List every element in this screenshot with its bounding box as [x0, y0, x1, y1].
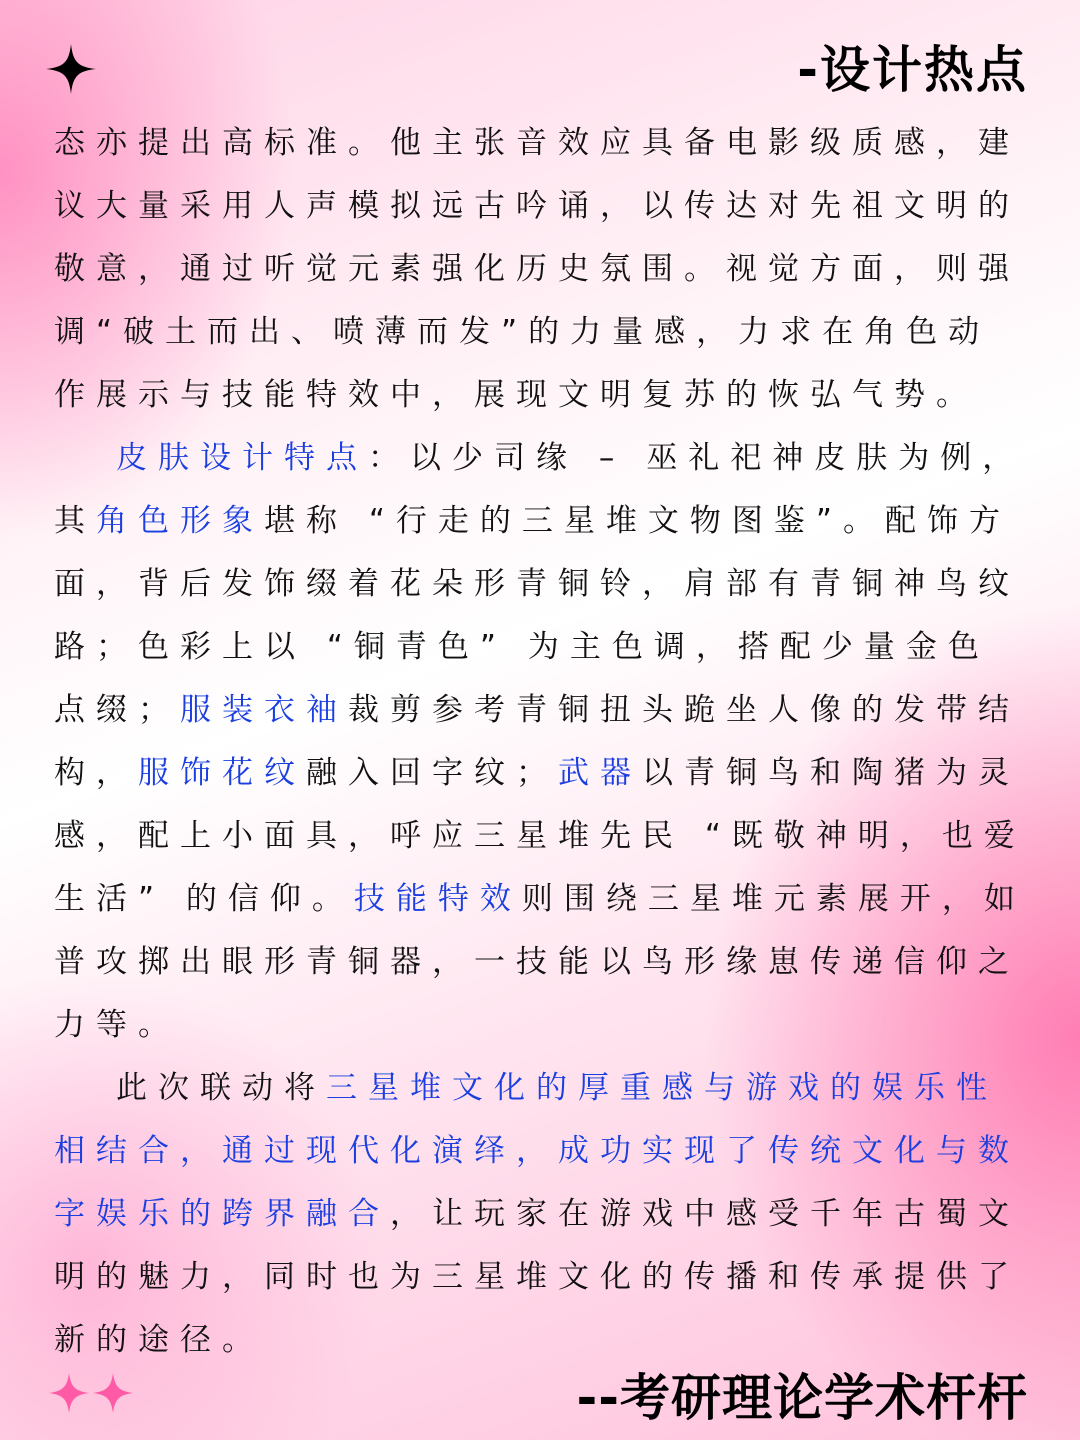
- pink-sparkles-icon: [46, 1368, 138, 1418]
- author-signature: --考研理论学术杆杆: [576, 1369, 1028, 1427]
- paragraph-1: 态亦提出高标准。他主张音效应具备电影级质感，建议大量采用人声模拟远古吟诵，以传达对先祖文明的敬意，通过听觉元素强化历史氛围。视觉方面，则强调“破土而出、喷薄而发”的力量感，力求在角色动作展示与技能特效中，展现文明复苏的恢弘气势。: [54, 125, 1020, 413]
- highlight-costume-sleeves: 服装衣袖: [180, 692, 348, 728]
- text-span: 以青铜鸟和陶猪为灵感，配上小面具，呼应三星堆先民 “既敬神明，也爱生活” 的信仰。: [54, 755, 1026, 917]
- text-span: 融入回字纹；: [306, 755, 558, 791]
- highlight-skill-effects: 技能特效: [353, 881, 522, 917]
- text-span: 则围绕三星堆元素展开，如普攻掷出眼形青铜器，一技能以鸟形缘崽传递信仰之力等。: [54, 881, 1026, 1043]
- text-span: 裁剪参考青铜扭头跪坐人像的发带结构，: [54, 692, 1020, 791]
- text-span: 堪称 “行走的三星堆文物图鉴”。配饰方面，背后发饰缀着花朵形青铜铃，肩部有青铜神鸟纹路；色彩上以 “铜青色” 为主色调，搭配少量金色点缀；: [54, 503, 1020, 728]
- paragraph-3: [54, 1057, 1026, 1372]
- text-span: ，让玩家在游戏中感受千年古蜀文明的魅力，同时也为三星堆文化的传播和传承提供了新的途径。: [54, 1196, 1020, 1358]
- highlight-fusion-summary: 三星堆文化的厚重感与游戏的娱乐性相结合，通过现代化演绎，成功实现了传统文化与数字娱乐的跨界融合: [54, 1070, 1020, 1232]
- paragraph-2: [54, 427, 1026, 1057]
- text-span: 此次联动将: [116, 1070, 326, 1106]
- highlight-weapon: 武器: [558, 755, 642, 791]
- header-title: -设计热点: [797, 41, 1028, 99]
- article-body: [54, 112, 1026, 1372]
- text-span: ：以少司缘 – 巫礼祀神皮肤为例，其: [54, 440, 1025, 539]
- highlight-skin-design: 皮肤设计特点: [116, 440, 368, 476]
- highlight-costume-pattern: 服饰花纹: [138, 755, 306, 791]
- sparkle-star-icon: [46, 44, 96, 94]
- highlight-character-image: 角色形象: [96, 503, 264, 539]
